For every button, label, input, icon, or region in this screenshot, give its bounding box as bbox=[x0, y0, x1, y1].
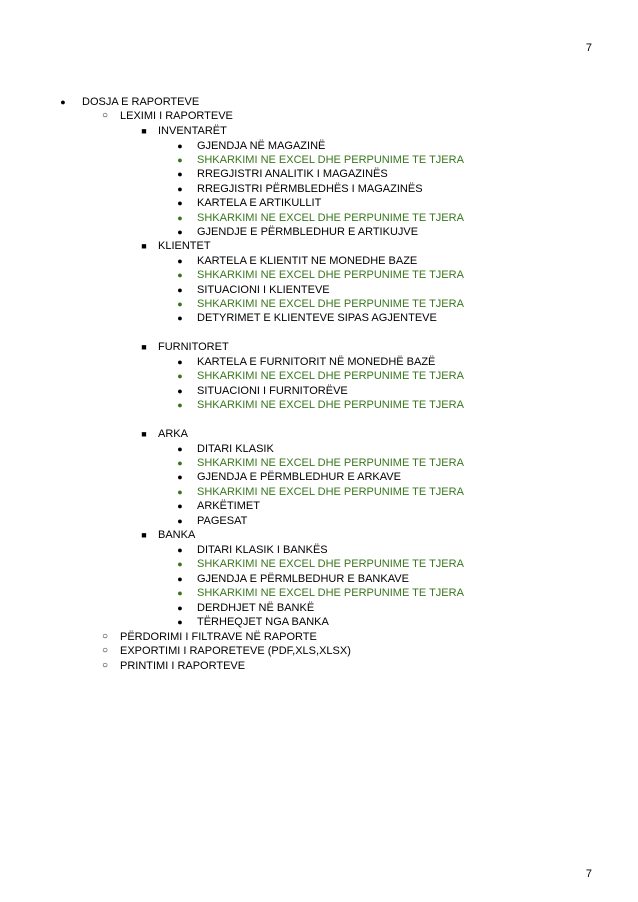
bullet-disc-icon: ● bbox=[177, 444, 183, 454]
bullet-disc-icon: ● bbox=[177, 371, 183, 381]
bullet-disc-icon: ● bbox=[177, 213, 183, 223]
bullet-disc-icon: ● bbox=[177, 357, 183, 367]
bullet-disc-icon: ● bbox=[177, 299, 183, 309]
bullet-disc-icon: ● bbox=[177, 603, 183, 613]
page-number-top: 7 bbox=[585, 42, 592, 54]
list-item-label: PAGESAT bbox=[197, 515, 248, 527]
list-item-label: SHKARKIMI NE EXCEL DHE PERPUNIME TE TJERA bbox=[197, 269, 464, 281]
bullet-disc-icon: ● bbox=[177, 386, 183, 396]
list-item-label: RREGJISTRI ANALITIK I MAGAZINËS bbox=[197, 168, 388, 180]
bullet-square-icon: ■ bbox=[141, 342, 147, 352]
bullet-circle-icon: ○ bbox=[101, 645, 109, 656]
list-item-label: DOSJA E RAPORTEVE bbox=[82, 96, 200, 108]
section-heading: ARKA bbox=[158, 428, 188, 440]
bullet-disc-icon: ● bbox=[177, 501, 183, 511]
section-heading: FURNITORET bbox=[158, 341, 229, 353]
bullet-disc-icon: ● bbox=[177, 588, 183, 598]
bullet-disc-icon: ● bbox=[177, 400, 183, 410]
bullet-disc-icon: ● bbox=[177, 472, 183, 482]
bullet-disc-icon: ● bbox=[177, 141, 183, 151]
bullet-disc-icon: ● bbox=[177, 184, 183, 194]
list-item-label: DERDHJET NË BANKË bbox=[197, 602, 315, 614]
bullet-square-icon: ■ bbox=[141, 530, 147, 540]
bullet-disc-icon: ● bbox=[177, 545, 183, 555]
bullet-disc-icon: ● bbox=[177, 516, 183, 526]
section-heading: BANKA bbox=[158, 529, 196, 541]
bullet-circle-icon: ○ bbox=[101, 660, 109, 671]
bullet-disc-icon: ● bbox=[177, 574, 183, 584]
bullet-disc-icon: ● bbox=[177, 227, 183, 237]
bullet-disc-icon: ● bbox=[177, 458, 183, 468]
bullet-square-icon: ■ bbox=[141, 241, 147, 251]
list-item-label: SHKARKIMI NE EXCEL DHE PERPUNIME TE TJERA bbox=[197, 457, 464, 469]
bullet-disc-icon: ● bbox=[177, 169, 183, 179]
list-item-label: SHKARKIMI NE EXCEL DHE PERPUNIME TE TJERA bbox=[197, 154, 464, 166]
list-item-label: PRINTIMI I RAPORTEVE bbox=[120, 660, 246, 672]
bullet-disc-icon: ● bbox=[60, 97, 66, 107]
bullet-circle-icon: ○ bbox=[101, 110, 109, 121]
list-item-label: DITARI KLASIK bbox=[197, 443, 274, 455]
list-item-label: SHKARKIMI NE EXCEL DHE PERPUNIME TE TJERA bbox=[197, 587, 464, 599]
bullet-disc-icon: ● bbox=[177, 617, 183, 627]
bullet-square-icon: ■ bbox=[141, 126, 147, 136]
list-item-label: GJENDJA E PËRMBLEDHUR E ARKAVE bbox=[197, 471, 401, 483]
list-item-label: EXPORTIMI I RAPORETEVE (PDF,XLS,XLSX) bbox=[120, 645, 351, 657]
list-item-label: KARTELA E FURNITORIT NË MONEDHË BAZË bbox=[197, 356, 436, 368]
section-heading: KLIENTET bbox=[158, 240, 211, 252]
section-heading: INVENTARËT bbox=[158, 125, 227, 137]
list-item-label: SHKARKIMI NE EXCEL DHE PERPUNIME TE TJERA bbox=[197, 370, 464, 382]
bullet-disc-icon: ● bbox=[177, 198, 183, 208]
list-item-label: RREGJISTRI PËRMBLEDHËS I MAGAZINËS bbox=[197, 183, 423, 195]
list-item-label: GJENDJE E PËRMBLEDHUR E ARTIKUJVE bbox=[197, 226, 419, 238]
list-item-label: SHKARKIMI NE EXCEL DHE PERPUNIME TE TJERA bbox=[197, 486, 464, 498]
list-item-label: ARKËTIMET bbox=[197, 500, 260, 512]
list-item-label: SITUACIONI I KLIENTEVE bbox=[197, 284, 330, 296]
bullet-disc-icon: ● bbox=[177, 256, 183, 266]
bullet-square-icon: ■ bbox=[141, 429, 147, 439]
list-item-label: DETYRIMET E KLIENTEVE SIPAS AGJENTEVE bbox=[197, 312, 437, 324]
list-item-label: DITARI KLASIK I BANKËS bbox=[197, 544, 328, 556]
bullet-disc-icon: ● bbox=[177, 155, 183, 165]
list-item-label: TËRHEQJET NGA BANKA bbox=[197, 616, 329, 628]
list-item-label: SHKARKIMI NE EXCEL DHE PERPUNIME TE TJERA bbox=[197, 399, 464, 411]
page-number-bottom: 7 bbox=[585, 868, 592, 880]
bullet-disc-icon: ● bbox=[177, 487, 183, 497]
list-item-label: PËRDORIMI I FILTRAVE NË RAPORTE bbox=[120, 631, 317, 643]
list-item-label: LEXIMI I RAPORTEVE bbox=[120, 110, 233, 122]
list-item-label: GJENDJA NË MAGAZINË bbox=[197, 140, 326, 152]
bullet-disc-icon: ● bbox=[177, 285, 183, 295]
list-item-label: SHKARKIMI NE EXCEL DHE PERPUNIME TE TJERA bbox=[197, 212, 464, 224]
bullet-circle-icon: ○ bbox=[101, 631, 109, 642]
list-item-label: SHKARKIMI NE EXCEL DHE PERPUNIME TE TJERA bbox=[197, 298, 464, 310]
list-item-label: KARTELA E KLIENTIT NE MONEDHE BAZE bbox=[197, 255, 418, 267]
bullet-disc-icon: ● bbox=[177, 559, 183, 569]
bullet-disc-icon: ● bbox=[177, 313, 183, 323]
list-item-label: GJENDJA E PËRMLBEDHUR E BANKAVE bbox=[197, 573, 409, 585]
list-item-label: SITUACIONI I FURNITORËVE bbox=[197, 385, 348, 397]
list-item-label: KARTELA E ARTIKULLIT bbox=[197, 197, 322, 209]
list-item-label: SHKARKIMI NE EXCEL DHE PERPUNIME TE TJERA bbox=[197, 558, 464, 570]
bullet-disc-icon: ● bbox=[177, 270, 183, 280]
